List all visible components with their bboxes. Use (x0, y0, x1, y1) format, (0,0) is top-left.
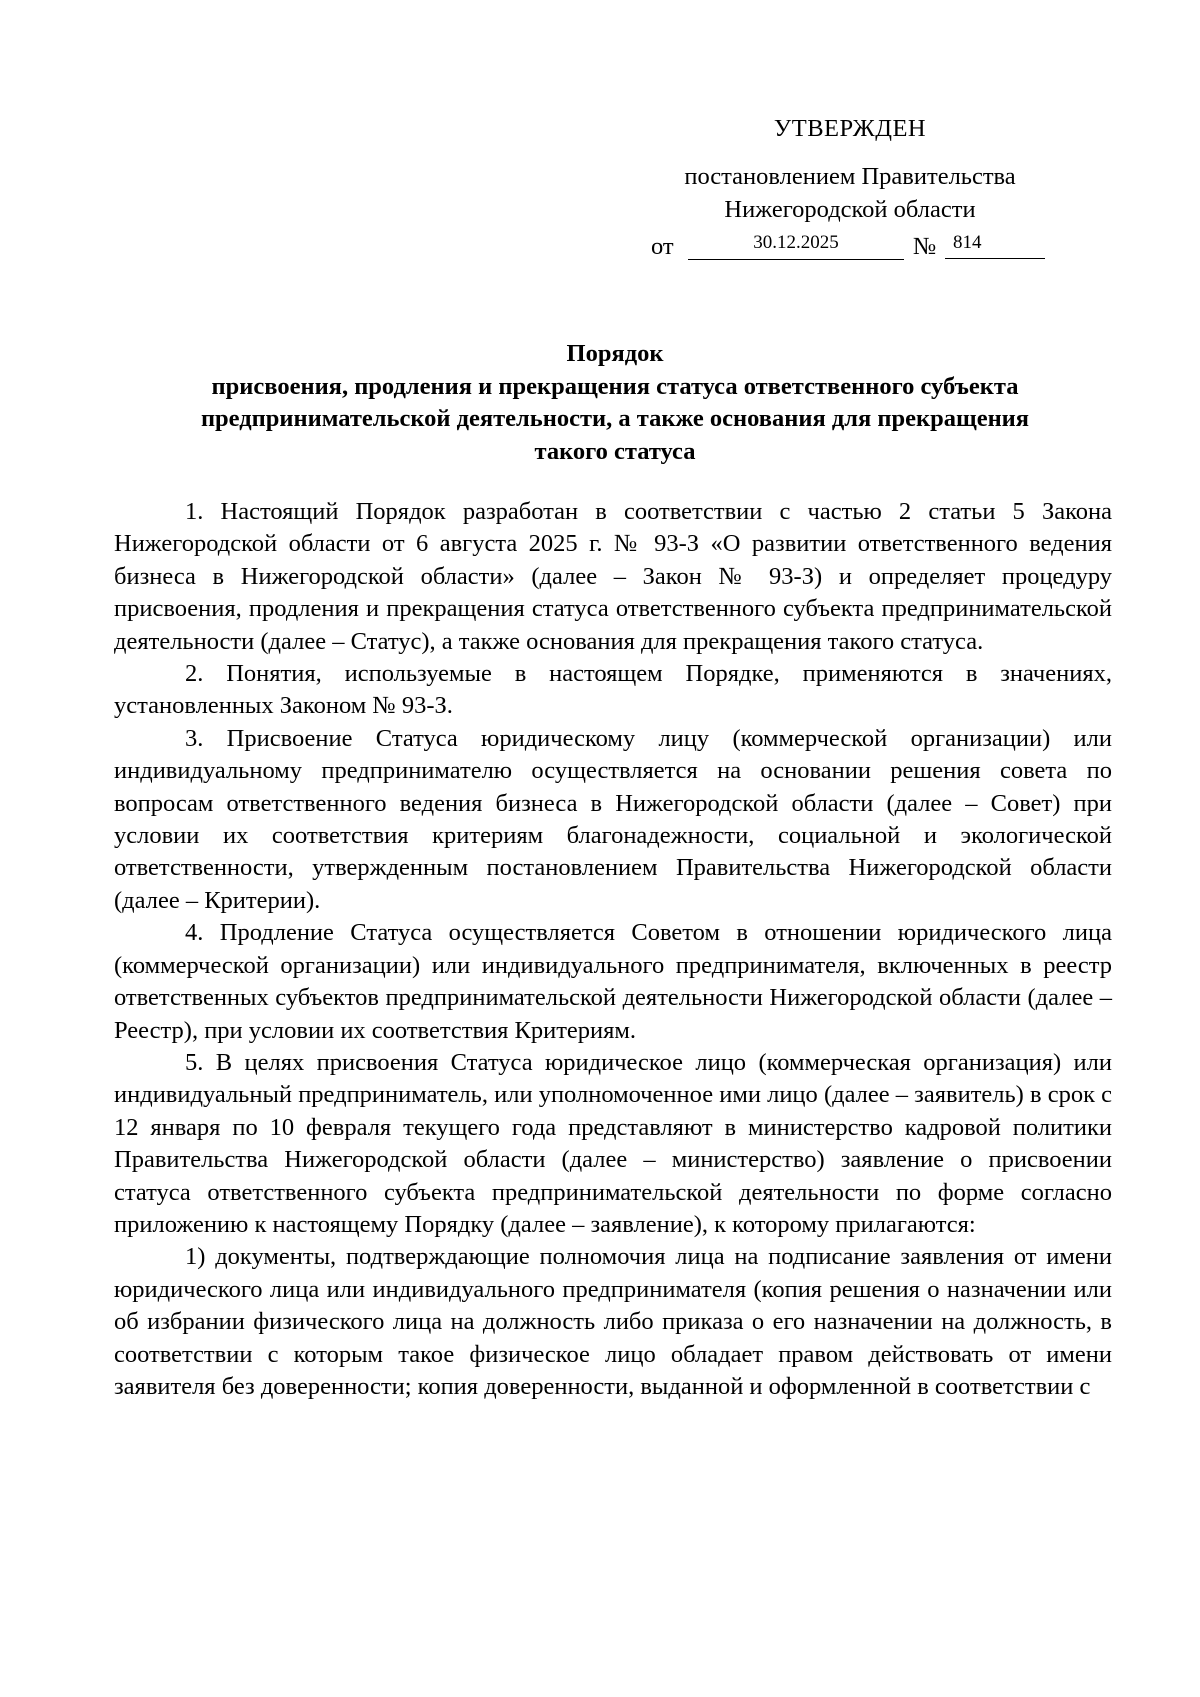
approved-heading: УТВЕРЖДЕН (773, 115, 927, 142)
paragraph-5: 5. В целях присвоения Статуса юридическое лицо (коммерческая организация) или индивидуальный предприниматель, или уполномоченное ими лицо (далее – заявитель) в срок с 12 января по 10 февраля текущего года представляют в министерство кадровой политики Правительства Нижегородской области (далее – министерство) заявление о присвоении статуса ответственного субъекта предпринимательской деятельности по форме согласно приложению к настоящему Порядку (далее – заявление), к которому прилагаются: (114, 1048, 1112, 1238)
paragraph-2: 2. Понятия, используемые в настоящем Порядке, применяются в значениях, установленных Законом № 93-З. (114, 660, 1112, 720)
title-line-2: присвоения, продления и прекращения статуса ответственного субъекта (211, 372, 1019, 400)
title-line-1: Порядок (566, 340, 664, 367)
title-line-4: такого статуса (534, 437, 696, 465)
approval-line-2: Нижегородской области (724, 196, 976, 223)
document-body (114, 496, 1112, 1403)
approval-date-line (651, 233, 1071, 267)
from-label: от (651, 233, 674, 260)
approval-date: 30.12.2025 (688, 233, 904, 260)
title-line-3: предпринимательской деятельности, а также основания для прекращения (200, 405, 1030, 432)
approval-line-1: постановлением Правительства (684, 163, 1016, 190)
paragraph-4: 4. Продление Статуса осуществляется Советом в отношении юридического лица (коммерческой организации) или индивидуального предпринимателя, включенных в реестр ответственных субъектов предпринимательской деятельности Нижегородской области (далее – Реестр), при условии их соответствия Критериям. (114, 919, 1112, 1044)
approval-block (640, 112, 1060, 226)
number-sign: № (913, 233, 937, 260)
paragraph-5-item-1: 1) документы, подтверждающие полномочия лица на подписание заявления от имени юридического лица или индивидуального предпринимателя (копия решения о назначении или об избрании физического лица на должность либо приказа о его назначении на должность, в соответствии с которым такое физическое лицо обладает правом действовать от имени заявителя без доверенности; копия доверенности, выданной и оформленной в соответствии с (114, 1243, 1112, 1400)
approval-number: 814 (945, 233, 1045, 259)
paragraph-3: 3. Присвоение Статуса юридическому лицу (коммерческой организации) или индивидуальному предпринимателю осуществляется на основании решения совета по вопросам ответственного ведения бизнеса в Нижегородской области (далее – Совет) при условии их соответствия критериям благонадежности, социальной и экологической ответственности, утвержденным постановлением Правительства Нижегородской области (далее – Критерии). (114, 724, 1112, 914)
document-title (120, 338, 1110, 468)
paragraph-1: 1. Настоящий Порядок разработан в соответствии с частью 2 статьи 5 Закона Нижегородской области от 6 августа 2025 г. № 93-З «О развитии ответственного ведения бизнеса в Нижегородской области» (далее – Закон № 93-З) и определяет процедуру присвоения, продления и прекращения статуса ответственного субъекта предпринимательской деятельности (далее – Статус), а также основания для прекращения такого статуса. (114, 498, 1112, 655)
